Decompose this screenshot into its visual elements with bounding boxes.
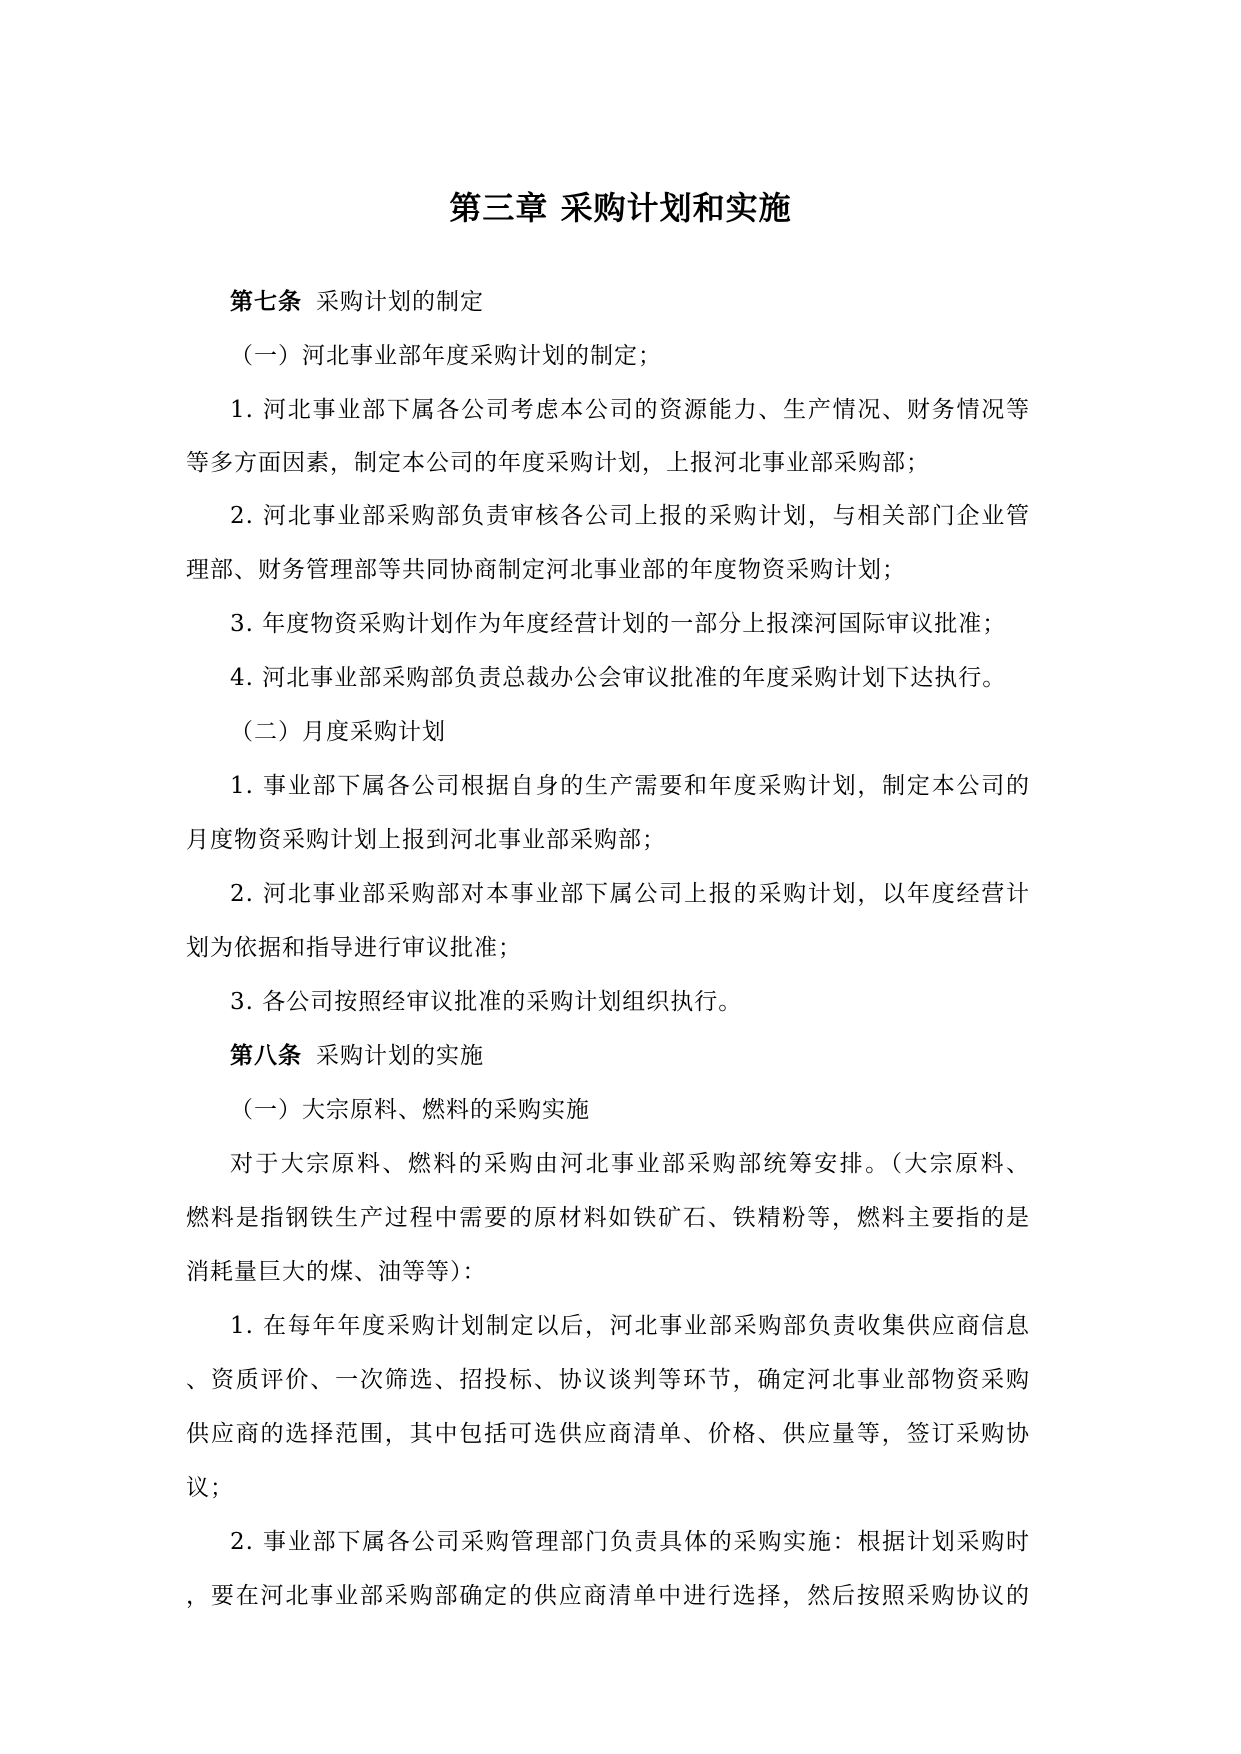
paragraph-line: 2. 事业部下属各公司采购管理部门负责具体的采购实施：根据计划采购时 [230, 1529, 1030, 1555]
article-8-title: 采购计划的实施 [316, 1043, 484, 1069]
paragraph-line: 月度物资采购计划上报到河北事业部采购部； [186, 827, 666, 853]
paragraph-line: 2. 河北事业部采购部对本事业部下属公司上报的采购计划，以年度经营计 [230, 881, 1030, 907]
section-monthly-plan-heading: （二）月度采购计划 [230, 719, 446, 745]
paragraph-line: ，要在河北事业部采购部确定的供应商清单中进行选择，然后按照采购协议的 [186, 1583, 1030, 1609]
paragraph-line: 划为依据和指导进行审议批准； [186, 935, 522, 961]
paragraph-line: 理部、财务管理部等共同协商制定河北事业部的年度物资采购计划； [186, 557, 906, 583]
paragraph-line: 供应商的选择范围，其中包括可选供应商清单、价格、供应量等，签订采购协 [186, 1421, 1030, 1447]
article-7-heading [230, 284, 484, 320]
paragraph-line: 、资质评价、一次筛选、招投标、协议谈判等环节，确定河北事业部物资采购 [186, 1367, 1030, 1393]
paragraph-line: 2. 河北事业部采购部负责审核各公司上报的采购计划，与相关部门企业管 [230, 503, 1030, 529]
paragraph-line: 1. 事业部下属各公司根据自身的生产需要和年度采购计划，制定本公司的 [230, 773, 1030, 799]
paragraph-line: 1. 在每年年度采购计划制定以后，河北事业部采购部负责收集供应商信息 [230, 1313, 1030, 1339]
article-7-label: 第七条 [230, 289, 302, 315]
chapter-title: 第三章 采购计划和实施 [449, 189, 792, 227]
paragraph-line: 3. 各公司按照经审议批准的采购计划组织执行。 [230, 989, 743, 1015]
paragraph-line: 燃料是指钢铁生产过程中需要的原材料如铁矿石、铁精粉等，燃料主要指的是 [186, 1205, 1030, 1231]
paragraph-line: 消耗量巨大的煤、油等等）： [186, 1259, 487, 1285]
article-7-title: 采购计划的制定 [316, 289, 484, 315]
section-annual-plan-heading: （一）河北事业部年度采购计划的制定； [230, 343, 662, 369]
paragraph-line: 等多方面因素，制定本公司的年度采购计划，上报河北事业部采购部； [186, 450, 930, 476]
paragraph-line: 4. 河北事业部采购部负责总裁办公会审议批准的年度采购计划下达执行。 [230, 665, 1007, 691]
paragraph-line: 议； [186, 1475, 234, 1501]
article-8-label: 第八条 [230, 1043, 302, 1069]
paragraph-line: 1. 河北事业部下属各公司考虑本公司的资源能力、生产情况、财务情况等 [230, 397, 1030, 423]
article-8-heading [230, 1038, 484, 1074]
section-bulk-materials-heading: （一）大宗原料、燃料的采购实施 [230, 1097, 590, 1123]
paragraph-line: 3. 年度物资采购计划作为年度经营计划的一部分上报滦河国际审议批准； [230, 611, 1007, 637]
paragraph-line: 对于大宗原料、燃料的采购由河北事业部采购部统筹安排。（大宗原料、 [230, 1151, 1030, 1177]
